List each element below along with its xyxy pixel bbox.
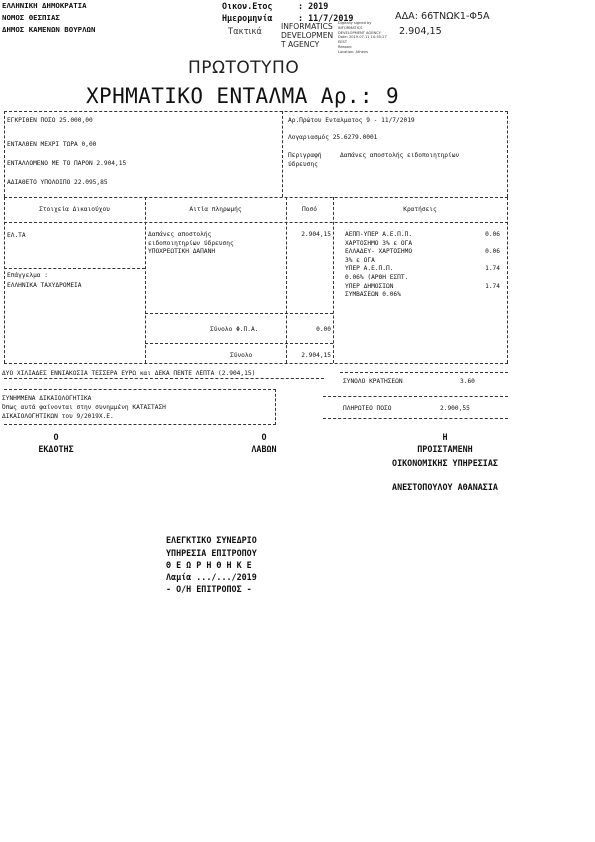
deduction-row: ΕΛΛΑΔΕΥ- ΧΑΡΤΟΣΗΜΟ <box>345 248 413 256</box>
beneficiary-divider <box>4 268 145 269</box>
head-mark: Η <box>442 432 448 442</box>
profession-label: Επάγγελμα : <box>7 272 48 279</box>
payable-bottom <box>323 418 508 419</box>
column-header-deductions: Κρατήσεις <box>403 206 437 213</box>
table-col-divider-3 <box>333 197 334 363</box>
total-deductions-label: ΣΥΝΟΛΟ ΚΡΑΤΗΣΕΩΝ <box>343 378 403 385</box>
receiver-label: ΛΑΒΩΝ <box>251 444 277 454</box>
amount-in-words: ΔΥΟ ΧΙΛΙΑΔΕΣ ΕΝΝΙΑΚΟΣΙΑ ΤΕΣΣΕΡΑ ΕΥΡΩ και ΔΕΚΑ ΠΕΝΤΕ ΛΕΠΤΑ (2.904,15) <box>2 370 256 377</box>
issuer-line-2: ΝΟΜΟΣ ΘΕΣΠΙΑΣ <box>2 13 60 22</box>
first-order-number: Αρ.Πρώτου Ενταλματος 9 - 11/7/2019 <box>288 117 415 124</box>
receiver-mark: Ο <box>261 432 267 442</box>
amount-words-underline <box>4 378 324 379</box>
column-header-amount: Ποσό <box>302 206 317 213</box>
issuer-mark: Ο <box>53 432 59 442</box>
top-border <box>4 111 508 112</box>
fiscal-year-label: Οικον.Ετος <box>222 1 273 11</box>
deduction-row: 0.06% (ΑΡΘΗ ΕΣΠΤ. <box>345 273 409 281</box>
payable-value: 2.900,55 <box>440 405 470 412</box>
payment-cause: Δαπάνες αποστολής ειδοποιητηρίων ύδρευσης ΥΠΟΧΡΕΩΤΙΚΗ ΔΑΠΑΝΗ <box>148 231 234 255</box>
total-value: 2.904,15 <box>301 352 331 359</box>
issuer-line-3: ΔΗΜΟΣ ΚΑΜΕΝΩΝ ΒΟΥΡΛΩΝ <box>2 25 96 34</box>
middle-divider-top <box>282 111 283 197</box>
table-left-border <box>4 197 5 363</box>
table-bottom-border <box>4 363 508 364</box>
attachments-bottom <box>4 424 276 425</box>
attachments-line-1: Όπως αυτά φαίνονται στην συνημμένη ΚΑΤΑΣΤΑΣΗ <box>2 404 166 411</box>
head-title-line-2: ΟΙΚΟΝΟΜΙΚΗΣ ΥΠΗΡΕΣΙΑΣ <box>392 458 498 468</box>
deduction-row: 3% ε ΟΓΑ <box>345 256 375 264</box>
left-border-top <box>4 111 5 197</box>
table-col-divider-2 <box>286 197 287 363</box>
fiscal-year-value: : 2019 <box>298 1 329 11</box>
date-value: : 11/7/2019 <box>298 13 354 23</box>
total-label: Σύνολο <box>230 352 253 359</box>
total-deductions-value: 3.60 <box>460 378 475 385</box>
remaining-balance: ΑΔΙΑΘΕΤΟ ΥΠΟΛΟΙΠΟ 22.095,85 <box>7 179 108 186</box>
date-label: Ημερομηνία <box>222 13 273 23</box>
fpa-row-top <box>145 313 333 314</box>
payable-label: ΠΛΗΡΩΤΕΟ ΠΟΣΟ <box>343 405 392 412</box>
approved-amount: ΕΓΚΡΙΘΕΝ ΠΟΣΟ 25.000,00 <box>7 117 93 124</box>
head-title-line-1: ΠΡΟΙΣΤΑΜΕΝΗ <box>417 444 473 454</box>
table-col-divider-1 <box>145 197 146 363</box>
right-border-top <box>507 111 508 197</box>
column-header-cause: Αιτία πληρωμής <box>189 206 242 213</box>
audit-line-2: ΥΠΗΡΕΣΙΑ ΕΠΙΤΡΟΠΟΥ <box>166 548 257 558</box>
digital-signature-details: Digitally signed by INFORMATICS DEVELOPMENT AGENCY Date: 2019.07.11 10:55:27 EEST Reason: Location: Athens <box>338 21 387 54</box>
deductions-values: 0.06 0.06 1.74 1.74 <box>485 231 500 290</box>
description-value-2: ύδρευσης <box>288 161 318 168</box>
deduction-row: ΧΑΡΤΟΣΗΜΟ 3% ε ΟΓΑ <box>345 239 413 247</box>
description-label: Περιγραφή <box>288 152 322 159</box>
issued-now: ΕΝΤΑΛΛΟΜΕΝΟ ΜΕ ΤΟ ΠΑΡΟΝ 2.904,15 <box>7 160 127 167</box>
digital-signature-stamp: INFORMATICS DEVELOPMEN T AGENCY <box>281 22 334 49</box>
ada-code: ΑΔΑ: 66ΤΝΩΚ1-Φ5Α <box>395 11 490 22</box>
table-right-border <box>507 197 508 363</box>
attachments-title: ΣΥΝΗΜΜΕΝΑ ΔΙΚΑΙΟΛΟΓΗΤΙΚΑ <box>2 395 92 402</box>
payable-top <box>323 396 508 397</box>
head-name: ΑΝΕΣΤΟΠΟΥΛΟΥ ΑΘΑΝΑΣΙΑ <box>392 482 498 492</box>
deductions-list <box>345 231 412 300</box>
issuer-label: ΕΚΔΟΤΗΣ <box>38 444 74 454</box>
attachments-right <box>275 389 276 425</box>
description-value: Δαπάνες αποστολής ειδοποιητηρίων <box>340 152 460 159</box>
audit-line-1: ΕΛΕΓΚΤΙΚΟ ΣΥΝΕΔΡΙΟ <box>166 535 257 545</box>
profession-value: ΕΛΛΗΝΙΚΑ ΤΑΧΥΔΡΟΜΕΙΑ <box>7 282 82 289</box>
tactical-amount: 2.904,15 <box>399 26 442 37</box>
audit-line-4: Λαμία .../.../2019 <box>166 572 257 582</box>
table-header-bottom <box>4 222 508 223</box>
audit-line-5: - Ο/Η ΕΠΙΤΡΟΠΟΣ - <box>166 584 252 594</box>
issued-to-date: ΕΝΤΑΛΘΕΝ ΜΕΧΡΙ ΤΩΡΑ 0,00 <box>7 141 97 148</box>
column-header-beneficiary: Στοιχεία Δικαιούχου <box>39 206 110 213</box>
total-fpa-value: 0.00 <box>316 326 331 333</box>
page-title: ΧΡΗΜΑΤΙΚΟ ΕΝΤΑΛΜΑ Αρ.: 9 <box>86 84 400 108</box>
beneficiary-name: ΕΛ.ΤΑ <box>7 232 26 239</box>
audit-line-3: Θ Ε Ω Ρ Η Θ Η Κ Ε <box>166 560 252 570</box>
payment-amount: 2.904,15 <box>301 231 331 238</box>
tactical-label: Τακτικά <box>228 26 262 36</box>
deductions-total-top <box>340 372 508 373</box>
attachments-top <box>4 389 276 390</box>
total-row-top <box>145 343 333 344</box>
account-code: Λογαριασμός 25.6279.0001 <box>288 134 378 141</box>
deduction-row: ΥΠΕΡ Α.Ε.Π.Π. <box>345 265 394 273</box>
original-stamp: ΠΡΩΤΟΤΥΠΟ <box>188 58 300 78</box>
deduction-row: ΑΕΠΠ-ΥΠΕΡ Α.Ε.Π.Π. <box>345 231 413 238</box>
table-top-border <box>4 197 508 198</box>
issuer-line-1: ΕΛΛΗΝΙΚΗ ΔΗΜΟΚΡΑΤΙΑ <box>2 1 87 10</box>
deduction-row: ΣΥΜΒΑΣΕΩΝ 0.06% <box>345 291 401 299</box>
total-fpa-label: Σύνολο Φ.Π.Α. <box>210 326 259 333</box>
deduction-row: ΥΠΕΡ ΔΗΜΟΣΙΩΝ <box>345 282 394 290</box>
attachments-line-2: ΔΙΚΑΙΟΛΟΓΗΤΙΚΩΝ του 9/2019Χ.Ε. <box>2 413 114 420</box>
